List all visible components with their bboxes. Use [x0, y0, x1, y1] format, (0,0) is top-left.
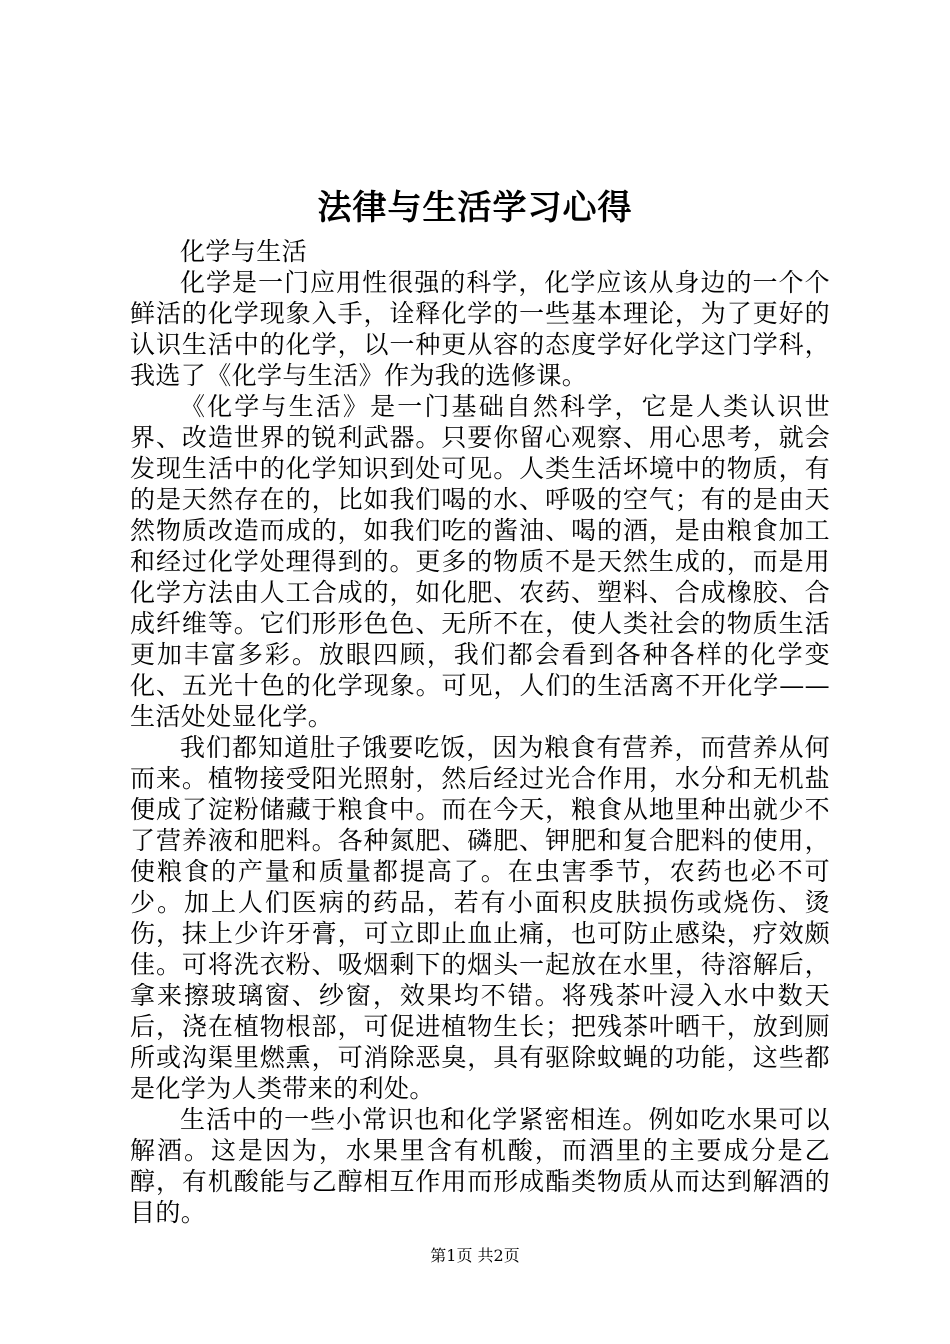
- document-title: 法律与生活学习心得: [317, 188, 633, 228]
- page-footer: 第1页 共2页: [430, 1246, 520, 1265]
- document-body: [130, 236, 830, 1228]
- paragraph-food-and-nutrition: 我们都知道肚子饿要吃饭，因为粮食有营养，而营养从何而来。植物接受阳光照射，然后经过光合作用，水分和无机盐便成了淀粉储藏于粮食中。而在今天，粮食从地里种出就少不了营养液和肥料。各种氮肥、磷肥、钾肥和复合肥料的使用，使粮食的产量和质量都提高了。在虫害季节，农药也必不可少。加上人们医病的药品，若有小面积皮肤损伤或烧伤、烫伤，抹上少许牙膏，可立即止血止痛，也可防止感染，疗效颇佳。可将洗衣粉、吸烟剩下的烟头一起放在水里，待溶解后，拿来擦玻璃窗、纱窗，效果均不错。将残茶叶浸入水中数天后，浇在植物根部，可促进植物生长；把残茶叶晒干，放到厕所或沟渠里燃熏，可消除恶臭，具有驱除蚊蝇的功能，这些都是化学为人类带来的利处。: [130, 733, 830, 1103]
- section-heading: 化学与生活: [180, 237, 308, 266]
- paragraph-chemistry-and-life: 《化学与生活》是一门基础自然科学，它是人类认识世界、改造世界的锐利武器。只要你留心观察、用心思考，就会发现生活中的化学知识到处可见。人类生活坏境中的物质，有的是天然存在的，比如我们喝的水、呼吸的空气；有的是由天然物质改造而成的，如我们吃的酱油、喝的酒，是由粮食加工和经过化学处理得到的。更多的物质不是天然生成的，而是用化学方法由人工合成的，如化肥、农药、塑料、合成橡胶、合成纤维等。它们形形色色、无所不在，使人类社会的物质生活更加丰富多彩。放眼四顾，我们都会看到各种各样的化学变化、五光十色的化学现象。可见，人们的生活离不开化学——生活处处显化学。: [130, 392, 830, 731]
- paragraph-intro: 化学是一门应用性很强的科学，化学应该从身边的一个个鲜活的化学现象入手，诠释化学的一些基本理论，为了更好的认识生活中的化学，以一种更从容的态度学好化学这门学科，我选了《化学与生活》作为我的选修课。: [130, 268, 830, 390]
- paragraph-common-knowledge: 生活中的一些小常识也和化学紧密相连。例如吃水果可以解酒。这是因为，水果里含有机酸，而酒里的主要成分是乙醇，有机酸能与乙醇相互作用而形成酯类物质从而达到解酒的目的。: [130, 1105, 830, 1227]
